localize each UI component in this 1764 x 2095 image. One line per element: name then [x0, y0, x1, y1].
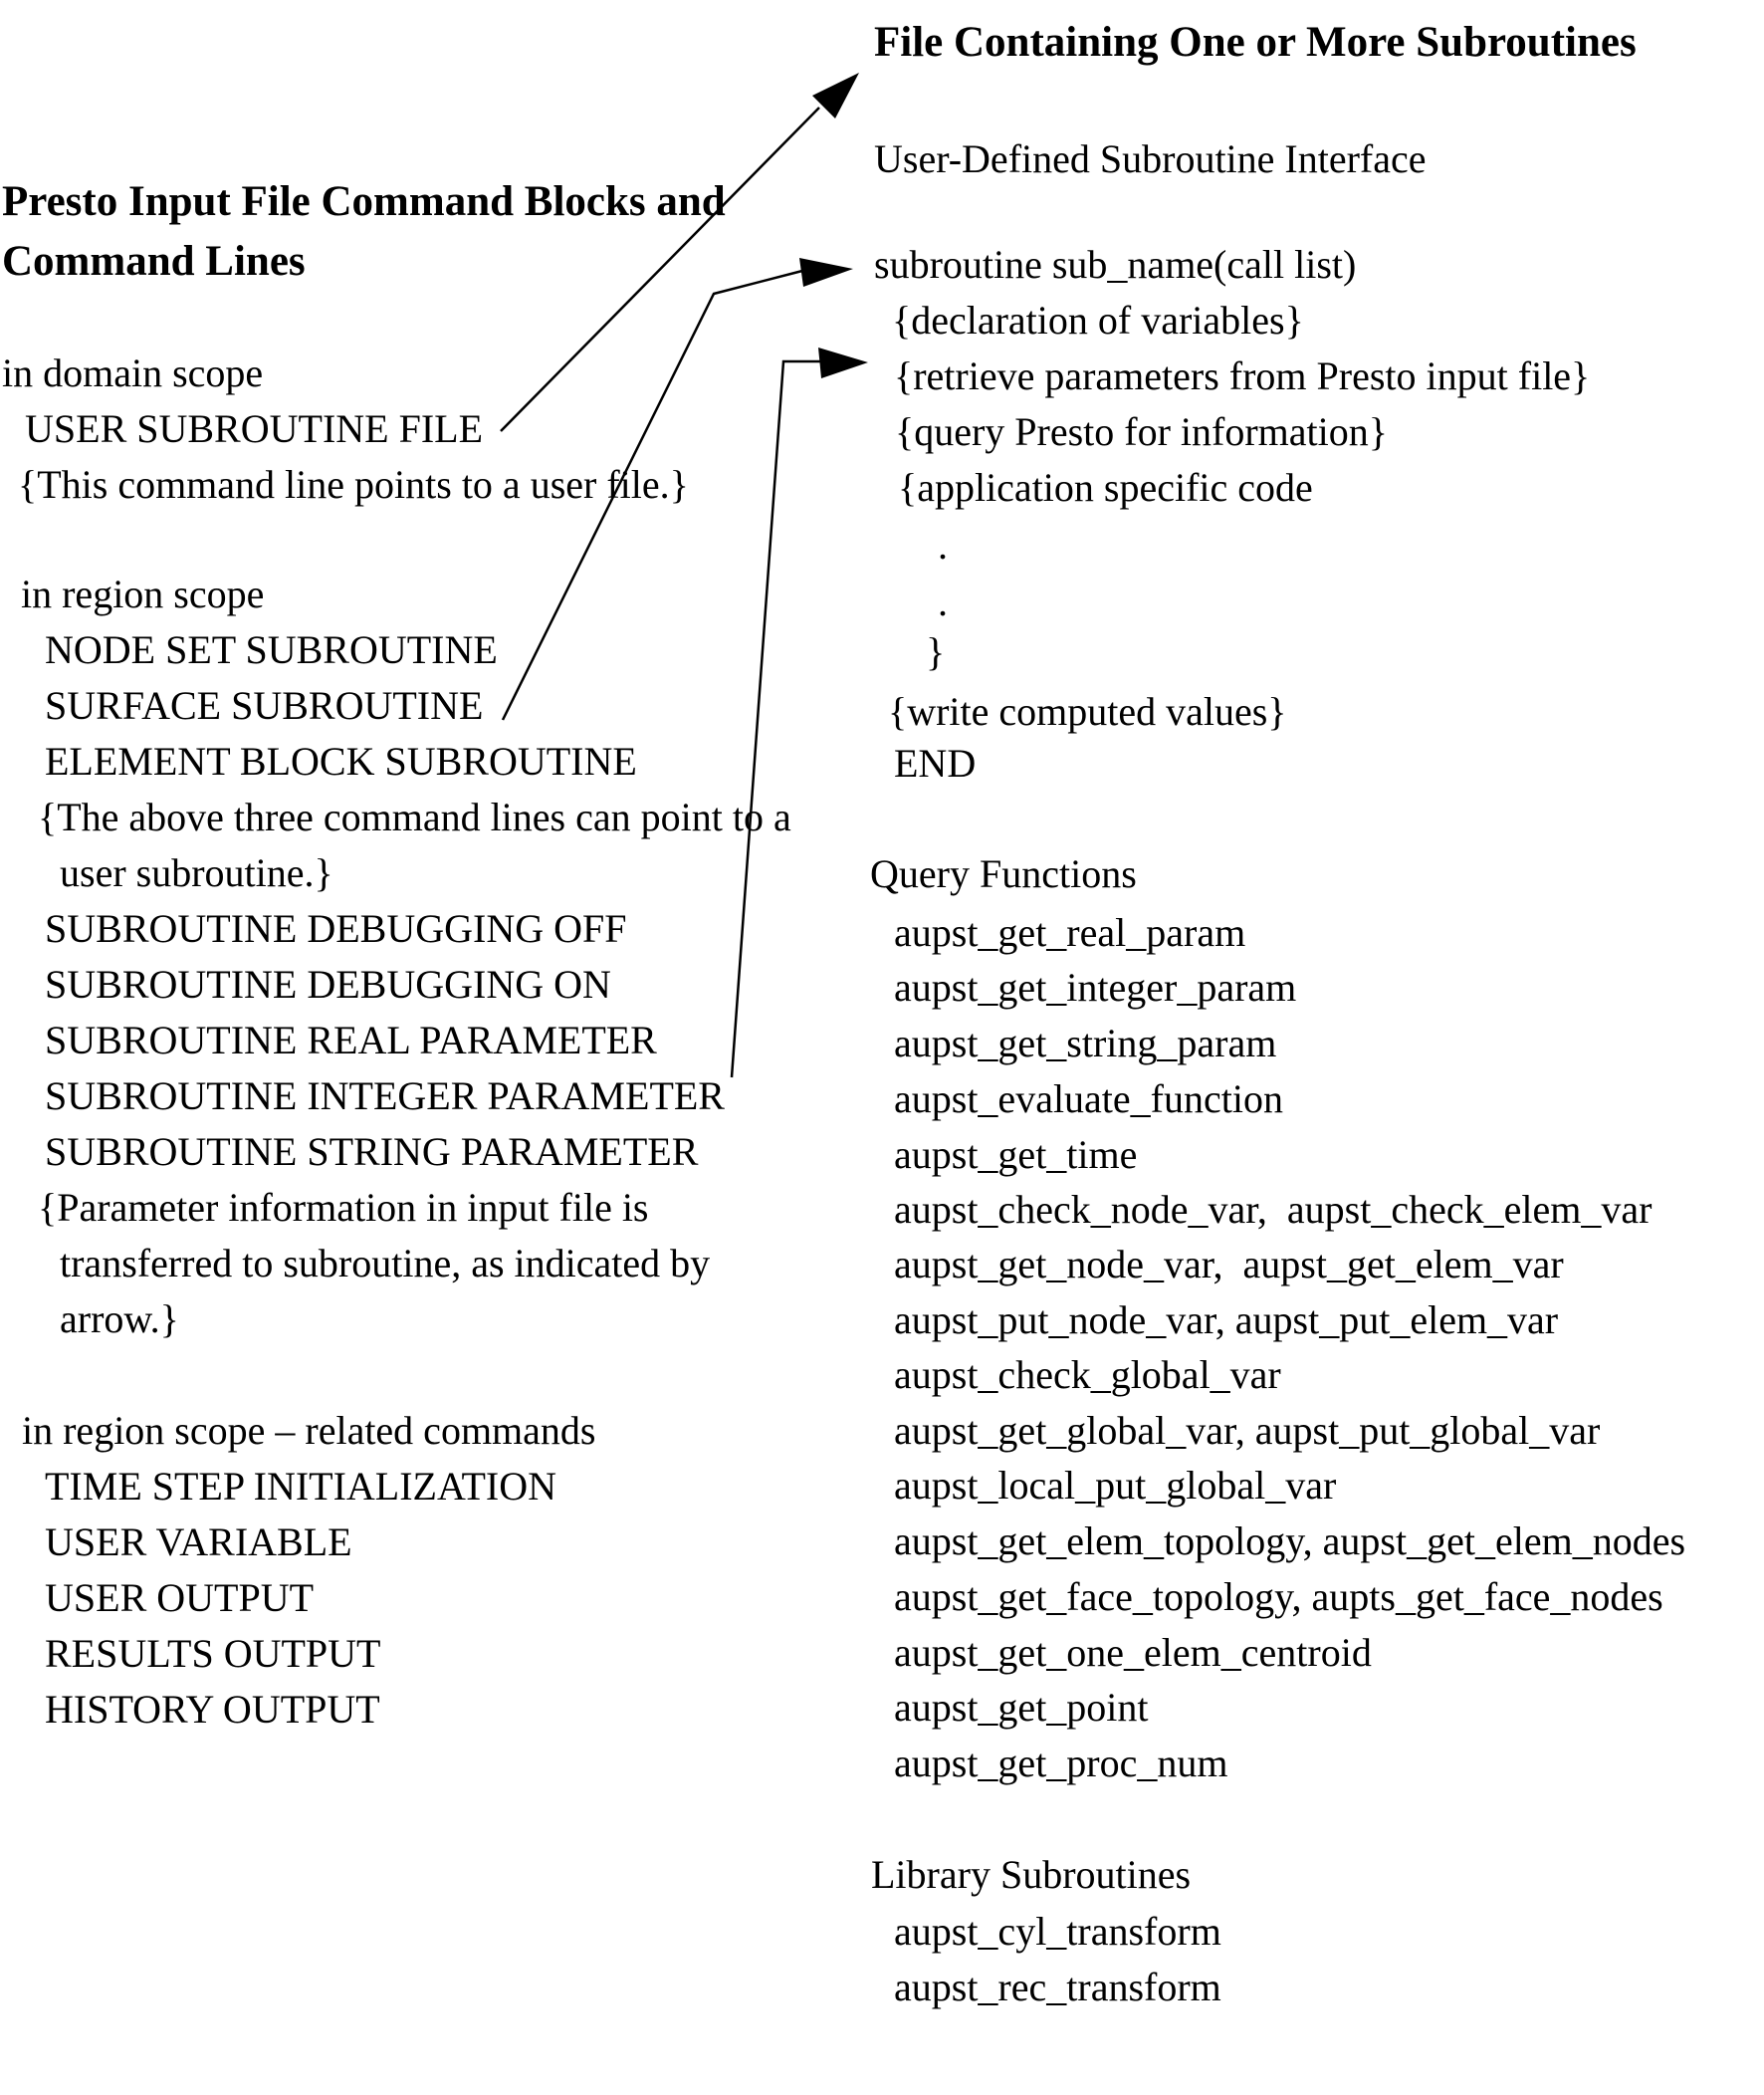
fn-aupst-rec-transform: aupst_rec_transform: [894, 1965, 1221, 2009]
fn-aupst-get-string-param: aupst_get_string_param: [894, 1021, 1277, 1065]
cmd-subroutine-string-parameter: SUBROUTINE STRING PARAMETER: [45, 1129, 699, 1174]
comment-parameter-info-line-3: arrow.}: [60, 1296, 179, 1341]
cmd-subroutine-debugging-on: SUBROUTINE DEBUGGING ON: [45, 962, 611, 1007]
fn-aupst-get-face-topology: aupst_get_face_topology, aupts_get_face_nodes: [894, 1574, 1663, 1619]
code-application-specific: {application specific code: [898, 465, 1313, 510]
code-write-values: {write computed values}: [888, 689, 1287, 734]
section-library-subroutines-label: Library Subroutines: [871, 1852, 1192, 1897]
cmd-history-output: HISTORY OUTPUT: [45, 1687, 380, 1732]
cmd-node-set-subroutine: NODE SET SUBROUTINE: [45, 627, 498, 672]
cmd-user-variable: USER VARIABLE: [45, 1519, 352, 1564]
section-query-functions-label: Query Functions: [870, 851, 1137, 896]
arrow-integer-parameter-to-retrieve-params-head-icon: [818, 348, 868, 378]
fn-aupst-get-point: aupst_get_point: [894, 1685, 1149, 1730]
cmd-time-step-initialization: TIME STEP INITIALIZATION: [45, 1464, 556, 1509]
fn-aupst-get-real-param: aupst_get_real_param: [894, 910, 1246, 955]
fn-aupst-get-elem-topology: aupst_get_elem_topology, aupst_get_elem_nodes: [894, 1518, 1686, 1563]
arrow-user-subroutine-file-to-file-head-icon: [812, 73, 859, 118]
cmd-surface-subroutine: SURFACE SUBROUTINE: [45, 683, 484, 728]
fn-aupst-check-global-var: aupst_check_global_var: [894, 1352, 1281, 1397]
code-ellipsis-dot-1: .: [938, 523, 948, 568]
cmd-user-output: USER OUTPUT: [45, 1575, 315, 1620]
code-subroutine-decl: subroutine sub_name(call list): [874, 242, 1357, 287]
left-title-line-2: Command Lines: [2, 238, 306, 285]
code-end: END: [894, 741, 977, 786]
fn-aupst-get-time: aupst_get_time: [894, 1132, 1138, 1177]
right-title: File Containing One or More Subroutines: [874, 19, 1637, 66]
scope-region-label: in region scope: [21, 572, 265, 616]
cmd-user-subroutine-file: USER SUBROUTINE FILE: [25, 406, 484, 451]
fn-aupst-get-node-var: aupst_get_node_var, aupst_get_elem_var: [894, 1242, 1564, 1286]
comment-parameter-info-line-1: {Parameter information in input file is: [38, 1185, 649, 1230]
comment-three-commands-line-1: {The above three command lines can point to a: [38, 795, 791, 839]
code-query-presto: {query Presto for information}: [895, 409, 1388, 454]
cmd-results-output: RESULTS OUTPUT: [45, 1631, 381, 1676]
code-close-brace: }: [926, 629, 946, 674]
fn-aupst-local-put-global-var: aupst_local_put_global_var: [894, 1463, 1337, 1508]
fn-aupst-get-proc-num: aupst_get_proc_num: [894, 1741, 1228, 1785]
section-interface-label: User-Defined Subroutine Interface: [874, 136, 1427, 181]
comment-three-commands-line-2: user subroutine.}: [60, 850, 333, 895]
fn-aupst-cyl-transform: aupst_cyl_transform: [894, 1909, 1221, 1954]
comment-parameter-info-line-2: transferred to subroutine, as indicated by: [60, 1241, 711, 1285]
comment-user-file: {This command line points to a user file.}: [18, 462, 689, 507]
left-title-line-1: Presto Input File Command Blocks and: [2, 178, 726, 225]
fn-aupst-get-global-var: aupst_get_global_var, aupst_put_global_var: [894, 1408, 1601, 1453]
code-retrieve-params: {retrieve parameters from Presto input file}: [894, 353, 1591, 398]
code-ellipsis-dot-2: .: [938, 580, 948, 624]
fn-aupst-check-node-var: aupst_check_node_var, aupst_check_elem_var: [894, 1187, 1653, 1232]
code-declaration: {declaration of variables}: [892, 298, 1304, 343]
fn-aupst-get-integer-param: aupst_get_integer_param: [894, 965, 1297, 1010]
fn-aupst-evaluate-function: aupst_evaluate_function: [894, 1076, 1283, 1121]
cmd-subroutine-real-parameter: SUBROUTINE REAL PARAMETER: [45, 1018, 657, 1062]
scope-domain-label: in domain scope: [2, 350, 264, 395]
cmd-element-block-subroutine: ELEMENT BLOCK SUBROUTINE: [45, 739, 637, 784]
cmd-subroutine-debugging-off: SUBROUTINE DEBUGGING OFF: [45, 906, 627, 951]
fn-aupst-get-one-elem-centroid: aupst_get_one_elem_centroid: [894, 1630, 1372, 1675]
arrow-user-subroutine-file-to-file-line: [501, 108, 819, 431]
arrow-integer-parameter-to-retrieve-params-line: [732, 361, 820, 1077]
cmd-subroutine-integer-parameter: SUBROUTINE INTEGER PARAMETER: [45, 1073, 725, 1118]
fn-aupst-put-node-var: aupst_put_node_var, aupst_put_elem_var: [894, 1297, 1559, 1342]
scope-region-related-label: in region scope – related commands: [22, 1408, 596, 1453]
arrow-surface-subroutine-to-sub-name-head-icon: [799, 258, 853, 287]
